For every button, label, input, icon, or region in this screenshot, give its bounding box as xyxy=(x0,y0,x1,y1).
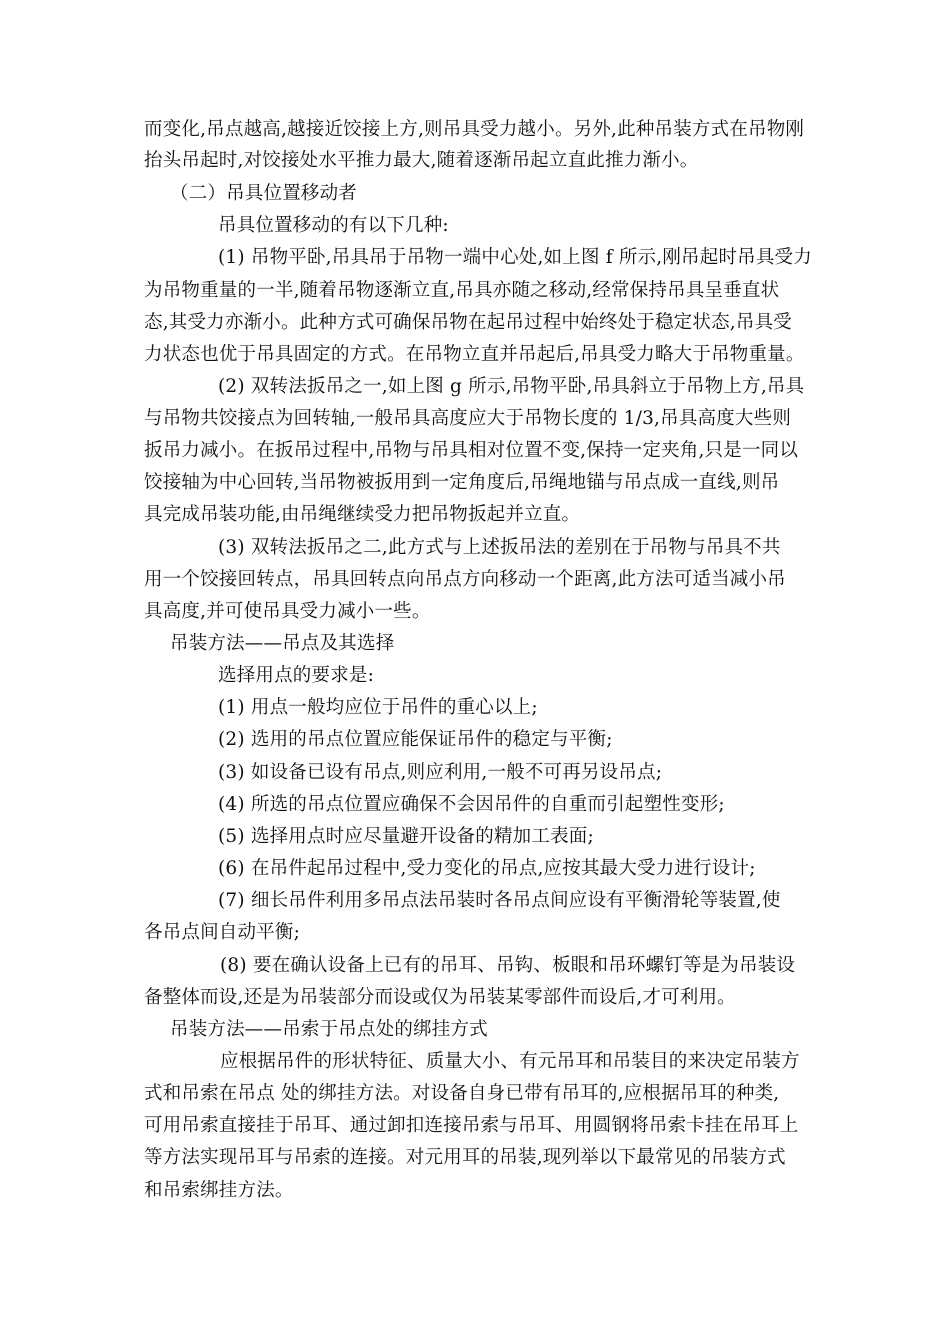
section-heading: 吊装方法——吊索于吊点处的绑挂方式 xyxy=(170,1019,488,1040)
list-item-text: (3) 双转法扳吊之二,此方式与上述扳吊法的差别在于吊物与吊具不共 xyxy=(218,537,781,558)
body-text-line: 扳吊力减小。在扳吊过程中,吊物与吊具相对位置不变,保持一定夹角,只是一同以 xyxy=(144,440,799,461)
body-text-line: 用一个饺接回转点，吊具回转点向吊点方向移动一个距离,此方法可适当减小吊 xyxy=(144,569,786,590)
list-item-text: (5) 选择用点时应尽量避开设备的精加工表面; xyxy=(218,826,594,847)
list-item-text: (2) 选用的吊点位置应能保证吊件的稳定与平衡; xyxy=(218,729,613,750)
body-text-line: 式和吊索在吊点 处的绑挂方法。对设备自身已带有吊耳的,应根据吊耳的种类, xyxy=(144,1083,780,1104)
list-item-text: (1) 吊物平卧,吊具吊于吊物一端中心处,如上图 f 所示,刚吊起时吊具受力 xyxy=(218,247,812,268)
list-item-text: (3) 如设备已设有吊点,则应利用,一般不可再另设吊点; xyxy=(218,762,663,783)
body-text-line: 可用吊索直接挂于吊耳、通过卸扣连接吊索与吊耳、用圆钢将吊索卡挂在吊耳上 xyxy=(144,1115,799,1136)
list-item-text: (6) 在吊件起吊过程中,受力变化的吊点,应按其最大受力进行设计; xyxy=(218,858,756,879)
body-text-line: 具完成吊装功能,由吊绳继续受力把吊物扳起并立直。 xyxy=(144,504,581,525)
body-text-line: 为吊物重量的一半,随着吊物逐渐立直,吊具亦随之移动,经常保持吊具呈垂直状 xyxy=(144,280,780,301)
body-text-line: 与吊物共饺接点为回转轴,一般吊具高度应大于吊物长度的 1/3,吊具高度大些则 xyxy=(144,408,792,429)
body-text-line: 选择用点的要求是: xyxy=(218,665,375,686)
list-item-text: (1) 用点一般均应位于吊件的重心以上; xyxy=(218,697,538,718)
body-text-line: 吊具位置移动的有以下几种: xyxy=(218,215,449,236)
list-item-text: (7) 细长吊件利用多吊点法吊装时各吊点间应设有平衡滑轮等装置,使 xyxy=(218,890,781,911)
body-text-line: 各吊点间自动平衡; xyxy=(144,922,301,943)
body-text-line: 等方法实现吊耳与吊索的连接。对元用耳的吊装,现列举以下最常见的吊装方式 xyxy=(144,1147,786,1168)
list-item-text: (4) 所选的吊点位置应确保不会因吊件的自重而引起塑性变形; xyxy=(218,794,725,815)
body-text-line: 应根据吊件的形状特征、质量大小、有元吊耳和吊装目的来决定吊装方 xyxy=(220,1051,800,1072)
body-text-line: 态,其受力亦渐小。此种方式可确保吊物在起吊过程中始终处于稳定状态,吊具受 xyxy=(144,312,792,333)
list-item-text: (2) 双转法扳吊之一,如上图 g 所示,吊物平卧,吊具斜立于吊物上方,吊具 xyxy=(218,376,805,397)
body-text-line: 而变化,吊点越高,越接近饺接上方,则吊具受力越小。另外,此种吊装方式在吊物刚 xyxy=(144,119,805,140)
body-text-line: 饺接轴为中心回转,当吊物被扳用到一定角度后,吊绳地锚与吊点成一直线,则吊 xyxy=(144,472,780,493)
body-text-line: 和吊索绑挂方法。 xyxy=(144,1180,294,1201)
body-text-line: 具高度,并可使吊具受力减小一些。 xyxy=(144,601,431,622)
section-heading: 吊装方法——吊点及其选择 xyxy=(170,633,395,654)
body-text-line: 抬头吊起时,对饺接处水平推力最大,随着逐渐吊起立直此推力渐小。 xyxy=(144,150,699,171)
body-text-line: 力状态也优于吊具固定的方式。在吊物立直并吊起后,吊具受力略大于吊物重量。 xyxy=(144,344,805,365)
list-item-text: (8) 要在确认设备上已有的吊耳、吊钩、板眼和吊环螺钉等是为吊装设 xyxy=(220,955,796,976)
section-heading: （二）吊具位置移动者 xyxy=(170,183,358,204)
body-text-line: 备整体而设,还是为吊装部分而设或仅为吊装某零部件而设后,才可利用。 xyxy=(144,987,736,1008)
